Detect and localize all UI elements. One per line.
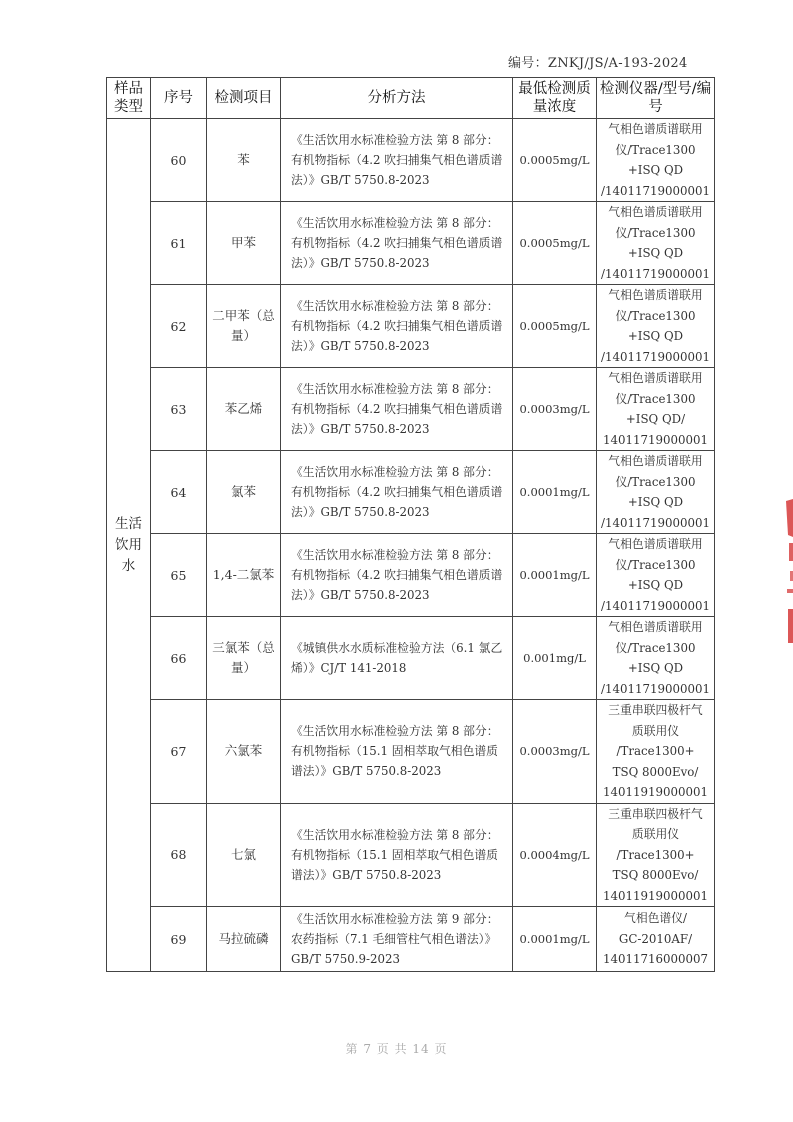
instrument-line: /14011719000001 (600, 598, 711, 613)
table-row (107, 451, 715, 534)
seq-cell: 63 (151, 368, 207, 451)
instrument-line: +ISQ QD (627, 246, 684, 260)
instrument-line: 气相色谱质谱联用 (608, 537, 703, 551)
instrument-cell (597, 119, 715, 202)
instrument-line: 仪/Trace1300 (615, 225, 696, 240)
table-row (107, 119, 715, 202)
item-cell: 二甲苯（总量） (207, 285, 281, 368)
seq-cell: 69 (151, 907, 207, 972)
header-item: 检测项目 (207, 78, 281, 119)
instrument-line: 14011919000001 (602, 785, 709, 799)
min-conc-cell: 0.0003mg/L (513, 700, 597, 804)
header-method: 分析方法 (281, 78, 513, 119)
instrument-line: 气相色谱质谱联用 (608, 454, 703, 468)
seq-cell: 66 (151, 617, 207, 700)
instrument-line: /14011719000001 (600, 515, 711, 530)
instrument-line: 气相色谱质谱联用 (608, 371, 703, 385)
table-row (107, 368, 715, 451)
table-row (107, 617, 715, 700)
instrument-line: 14011716000007 (602, 952, 709, 967)
method-cell: 《生活饮用水标准检验方法 第 8 部分：有机物指标（15.1 固相萃取气相色谱质谱法）》GB/T 5750.8-2023 (281, 803, 513, 907)
instrument-line: TSQ 8000Evo/ (612, 764, 699, 779)
instrument-line: 气相色谱质谱联用 (608, 288, 703, 302)
seq-cell: 68 (151, 803, 207, 907)
instrument-line: 仪/Trace1300 (615, 557, 696, 572)
instrument-line: /14011719000001 (600, 349, 711, 364)
instrument-line: 三重串联四极杆气 (608, 806, 703, 821)
page-footer: 第 7 页 共 14 页 (345, 1042, 448, 1056)
instrument-line: 质联用仪 (631, 827, 680, 841)
item-cell: 六氯苯 (207, 700, 281, 804)
instrument-cell (597, 700, 715, 804)
header-min-conc: 最低检测质量浓度 (513, 78, 597, 119)
instrument-line: 气相色谱仪/ (624, 911, 687, 926)
instrument-line: 14011919000001 (602, 888, 709, 903)
instrument-cell (597, 803, 715, 907)
document-number: 编号：ZNKJ/JS/A-193-2024 (508, 56, 688, 71)
min-conc-cell: 0.0001mg/L (513, 451, 597, 534)
instrument-cell (597, 202, 715, 285)
table-row (107, 907, 715, 972)
instrument-line: 气相色谱质谱联用 (608, 620, 703, 634)
instrument-line: 仪/Trace1300 (615, 308, 696, 323)
red-seal-edge (774, 497, 793, 657)
item-cell: 马拉硫磷 (207, 907, 281, 972)
method-cell: 《生活饮用水标准检验方法 第 8 部分：有机物指标（4.2 吹扫捕集气相色谱质谱法）》GB/T 5750.8-2023 (281, 285, 513, 368)
item-cell: 苯乙烯 (207, 368, 281, 451)
table-row (107, 534, 715, 617)
instrument-cell (597, 617, 715, 700)
instrument-cell (597, 285, 715, 368)
seq-cell: 61 (151, 202, 207, 285)
method-cell: 《生活饮用水标准检验方法 第 8 部分：有机物指标（4.2 吹扫捕集气相色谱质谱法）》GB/T 5750.8-2023 (281, 119, 513, 202)
test-methods-table (106, 77, 715, 972)
instrument-line: /14011719000001 (600, 681, 711, 696)
header-seq: 序号 (151, 78, 207, 119)
min-conc-cell: 0.001mg/L (513, 617, 597, 700)
sample-type-cell: 生活饮用水 (107, 119, 151, 972)
instrument-cell (597, 451, 715, 534)
table-row (107, 700, 715, 804)
method-cell: 《城镇供水水质标准检验方法（6.1 氯乙烯）》CJ/T 141-2018 (281, 617, 513, 700)
min-conc-cell: 0.0005mg/L (513, 285, 597, 368)
instrument-line: 14011719000001 (602, 432, 709, 447)
instrument-line: /Trace1300+ (616, 744, 695, 758)
instrument-line: 气相色谱质谱联用 (608, 122, 703, 136)
instrument-cell (597, 534, 715, 617)
method-cell: 《生活饮用水标准检验方法 第 9 部分：农药指标（7.1 毛细管柱气相色谱法）》GB/T 5750.9-2023 (281, 907, 513, 972)
instrument-line: +ISQ QD (627, 163, 684, 177)
min-conc-cell: 0.0001mg/L (513, 534, 597, 617)
seq-cell: 62 (151, 285, 207, 368)
method-cell: 《生活饮用水标准检验方法 第 8 部分：有机物指标（4.2 吹扫捕集气相色谱质谱法）》GB/T 5750.8-2023 (281, 202, 513, 285)
header-sample-type: 样品类型 (107, 78, 151, 119)
seq-cell: 64 (151, 451, 207, 534)
seq-cell: 60 (151, 119, 207, 202)
instrument-line: 仪/Trace1300 (615, 142, 696, 157)
instrument-line: +ISQ QD (627, 329, 684, 343)
table-row (107, 285, 715, 368)
method-cell: 《生活饮用水标准检验方法 第 8 部分：有机物指标（4.2 吹扫捕集气相色谱质谱法）》GB/T 5750.8-2023 (281, 368, 513, 451)
instrument-line: 仪/Trace1300 (615, 640, 696, 655)
seq-cell: 65 (151, 534, 207, 617)
method-cell: 《生活饮用水标准检验方法 第 8 部分：有机物指标（4.2 吹扫捕集气相色谱质谱法）》GB/T 5750.8-2023 (281, 534, 513, 617)
table-row (107, 803, 715, 907)
table-row (107, 202, 715, 285)
instrument-line: /14011719000001 (600, 266, 711, 281)
header-instrument: 检测仪器/型号/编号 (597, 78, 715, 119)
method-cell: 《生活饮用水标准检验方法 第 8 部分：有机物指标（4.2 吹扫捕集气相色谱质谱法）》GB/T 5750.8-2023 (281, 451, 513, 534)
instrument-line: 仪/Trace1300 (615, 391, 696, 406)
instrument-line: TSQ 8000Evo/ (612, 868, 699, 882)
min-conc-cell: 0.0005mg/L (513, 202, 597, 285)
instrument-line: /14011719000001 (600, 183, 711, 198)
min-conc-cell: 0.0004mg/L (513, 803, 597, 907)
item-cell: 三氯苯（总量） (207, 617, 281, 700)
instrument-cell (597, 907, 715, 972)
instrument-line: 三重串联四极杆气 (608, 703, 703, 717)
instrument-line: +ISQ QD (627, 578, 684, 592)
method-cell: 《生活饮用水标准检验方法 第 8 部分：有机物指标（15.1 固相萃取气相色谱质谱法）》GB/T 5750.8-2023 (281, 700, 513, 804)
instrument-line: 气相色谱质谱联用 (608, 205, 703, 219)
instrument-line: /Trace1300+ (616, 847, 695, 862)
instrument-line: 质联用仪 (631, 723, 680, 738)
instrument-line: GC-2010AF/ (618, 931, 693, 946)
instrument-line: +ISQ QD (627, 661, 684, 675)
instrument-cell (597, 368, 715, 451)
seq-cell: 67 (151, 700, 207, 804)
item-cell: 七氯 (207, 803, 281, 907)
item-cell: 1,4-二氯苯 (207, 534, 281, 617)
item-cell: 苯 (207, 119, 281, 202)
instrument-line: +ISQ QD (627, 495, 684, 509)
instrument-line: +ISQ QD/ (625, 412, 686, 426)
item-cell: 氯苯 (207, 451, 281, 534)
item-cell: 甲苯 (207, 202, 281, 285)
min-conc-cell: 0.0005mg/L (513, 119, 597, 202)
min-conc-cell: 0.0001mg/L (513, 907, 597, 972)
min-conc-cell: 0.0003mg/L (513, 368, 597, 451)
table-header-row (107, 78, 715, 119)
instrument-line: 仪/Trace1300 (615, 474, 696, 489)
